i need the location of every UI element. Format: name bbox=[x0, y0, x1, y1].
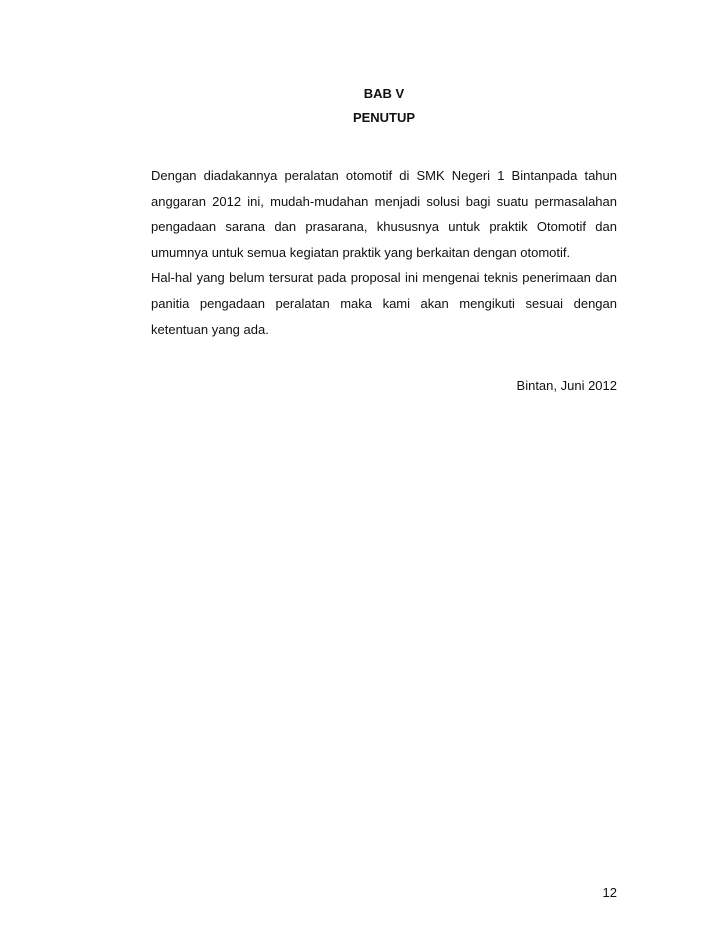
place-date: Bintan, Juni 2012 bbox=[516, 378, 617, 393]
paragraph-1: Dengan diadakannya peralatan otomotif di SMK Negeri 1 Bintanpada tahun anggaran 2012 ini, mudah-mudahan menjadi solusi bagi suatu permasalahan pengadaan sarana dan prasarana, khususnya untuk praktik Otomotif dan umumnya untuk semua kegiatan praktik yang berkaitan dengan otomotif. bbox=[151, 168, 617, 260]
chapter-title: PENUTUP bbox=[352, 110, 416, 125]
page-number: 12 bbox=[602, 885, 617, 900]
body-text bbox=[151, 163, 617, 342]
chapter-number: BAB V bbox=[363, 86, 405, 101]
paragraph-2: Hal-hal yang belum tersurat pada proposal ini mengenai teknis penerimaan dan panitia pengadaan peralatan maka kami akan mengikuti sesuai dengan ketentuan yang ada. bbox=[151, 270, 617, 337]
